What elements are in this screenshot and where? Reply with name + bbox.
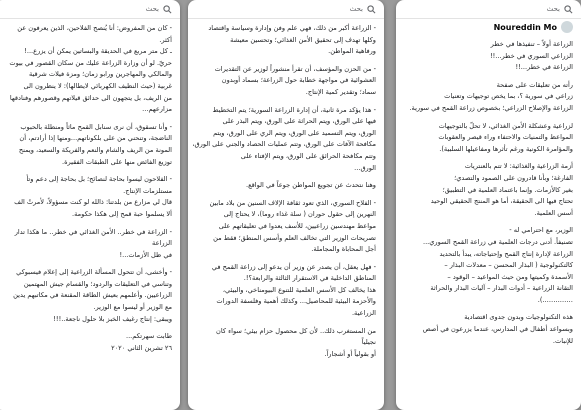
- post-text-line: - فهل يعقل، أن يصدر عن وزير أن يدعو إلى زراعة القمح في: [211, 262, 376, 271]
- post-text-line: العشوائية في مواجهة خطابة حول الزراعة؛ بسماد أوبدون: [221, 76, 376, 85]
- post-text-line: من الريف، بل يتجهون الى حدائق قيلاتهم وقصورهم وفنادقها: [9, 93, 172, 102]
- post-text-line: تحتاج فيها الى الحقيقة، أما هو المنتج الحقيقي الوحيد: [430, 197, 573, 206]
- post-text-line: - الفلاحون ليسوا بحاجة لنصائح؛ بل بحاجة إلى دعم وتأ: [26, 175, 172, 184]
- top-bar: [396, 0, 581, 19]
- post-text-line: الزراعة والإصلاح الزراعي؛ بخصوص زراعة القمح في سورية.: [409, 103, 573, 112]
- post-text-line: للإنبات.: [552, 336, 573, 345]
- post-text: [0, 19, 180, 356]
- post-text-line: …………..).: [537, 295, 573, 304]
- post-text-line: الورق، ويتم التسميد على الورق، ويتم الري على الورق، ويتم: [213, 128, 376, 137]
- post-text-line: مواعظ مهندسين زراعيين، للأسف يعدوا في تعليقاتهم على: [218, 221, 376, 230]
- search-label[interactable]: بحث: [145, 5, 159, 13]
- post-text-line: أسس العلمية.: [534, 208, 573, 217]
- post-author: [396, 19, 581, 35]
- post-text-line: مزارعهم...: [142, 105, 172, 114]
- post-text-line: من المستغرب ذلك.. لأن كل محصول حزام بيئي؛ سواء كان: [216, 326, 376, 335]
- post-text-line: سماد؛ وتقدير كمية الإنتاج.: [305, 87, 376, 96]
- post-text-line: الأسمدة وكميتها ومن حيث المواعيد – الوقود –: [447, 272, 573, 281]
- post-card-middle: [188, 0, 384, 410]
- post-text-line: فيها على الورق، ويتم الحراثة على الورق، ويتم البذر على: [222, 117, 376, 126]
- post-text-line: الوزير، مع احترامي له -: [509, 226, 573, 235]
- post-text-line: - هذا يؤكد مرة ثانية، أن إدارة الزراعة السورية؛ يتم التخطيط: [212, 105, 376, 114]
- post-text-line: ألا يسلموا حبة قمح إلى هكذا حكومة.: [72, 209, 172, 218]
- post-text-line: المناطق الداخلية في الاستقرار الثالثة والرابعة؟!.: [243, 274, 376, 283]
- post-text-line: - الزراعة في خطر.. الأمن الغذائي في خطر.. ما هكذا تدار: [14, 227, 172, 236]
- search-label[interactable]: بحث: [349, 5, 363, 13]
- post-text-line: وتتم مكافحة الحرائق على الورق، ويتم الإفتاء على: [240, 151, 376, 160]
- post-text-line: أزمة الزراعية والغذائية: لا تتم بالعنتريات: [464, 162, 573, 171]
- post-text-line: ورفاهية المواطن.: [328, 47, 376, 56]
- post-text-line: لزراعية وعشكلة الأمن الغذائي، لا تحلّ بالتوجيهات: [438, 121, 573, 130]
- search-icon[interactable]: [367, 5, 376, 14]
- post-text-line: الفارغة؛ وبأنا قادرون على الصمود والتصدي؛: [454, 173, 573, 182]
- post-text-line: الزراعي السوري في خطر...!!: [489, 51, 573, 60]
- post-text-line: - من الحزن والمؤسف، أن تقرأ منشوراً لوزير عن التقديرات: [214, 64, 376, 73]
- post-text-line: ويبقى: إنتاج رغيف الخبز بلا حلول ناجعة..!!!: [53, 314, 172, 323]
- post-text-line: والمؤامرة الكونية ورغم تأثرها ومفاعيلها السلبية).: [439, 144, 573, 153]
- post-text-line: - الفلاح السوري، الذي تعود ثقافة الإلاف السنين من بلاد مابين: [209, 198, 376, 207]
- post-text-line: رأته من تعليقات على صفحة: [496, 80, 573, 89]
- post-text-line: توزيع الفائض منها على الطبقات الفقيرة.: [61, 157, 172, 166]
- post-text-line: قال لي مزارع من بلدتنا: ذالله لو كنت مسؤولاً، لأمرتُ الف: [14, 198, 172, 207]
- post-text-line: المواعظ والتمنيات والاحتفاء وراء قيصر والعقوبات: [438, 133, 573, 142]
- post-text-line: - الزراعة أكبر من ذلك، فهي علم وفن وإدارة وسياسة واقتصاد: [208, 24, 376, 32]
- post-text-line: غربية (حيث النظيف الكهربائي لايطالها): لا ينظرون الى: [23, 81, 172, 90]
- post-text-line: وبسواعد أطفال في المدارس، عندما يزرعون في أصص: [422, 325, 573, 334]
- post-text-line: التقانة الزراعية – أدوات البذار – آليات البذار والحراثة: [430, 284, 573, 293]
- post-text-line: الزراعة أولاً – تنفيذها في خطر: [490, 40, 573, 48]
- post-text-line: هذه التكنولوجيات وبدون جدوى اقتصادية: [464, 313, 573, 322]
- post-text-line: تصريحات الوزير التي تخالف العلم وأسس المنطق؛ فقط من: [213, 233, 376, 242]
- post-text-line: طابت سهرتكم...: [125, 332, 172, 341]
- post-text-line: أو بقولياً أو أشجاراً.: [324, 349, 376, 358]
- post-text-line: مستلزمات الإنتاج.: [123, 186, 172, 195]
- avatar[interactable]: [561, 21, 573, 33]
- post-text-line: وتناسي في التعليقات والردود؛ والقسام جيش المهتمين: [23, 279, 172, 288]
- search-icon[interactable]: [564, 5, 573, 14]
- post-text-line: الزراعة: [152, 239, 172, 248]
- post-text-line: والأحزمة البيئية للمحاصيل... وكذلك أهمية وفلسفة الدورات: [216, 297, 376, 306]
- post-text-line: تصنيفاً. أدنى درجات العلمية في زراعة القمح السوري...: [422, 237, 573, 246]
- post-text: [188, 19, 384, 362]
- post-text-line: نجيلياً: [361, 338, 376, 347]
- post-text-line: وهنا نتحدث عن تجويع المواطن جوعاً في الواقع.: [246, 181, 376, 190]
- post-text-line: - وأنا تسقوق، أن نرى سنابل القمح ماثاً ومنطلة بالحبوب: [20, 122, 172, 131]
- post-text-line: مع الوزير أو ليسوا مع الوزير.: [93, 303, 172, 312]
- post-text-line: هذا يخالف كل الأسس العلمية للتنوع البيومناخي، والبيئي،: [222, 285, 376, 294]
- post-text-line: مكافحة الآفات على الورق، وتتم عمليات الحصاد والجني على الورق،: [192, 140, 376, 149]
- post-text-line: الناضجة، وتنحني من على بلكوناتهم...ومنها إذا أرادتم، أن: [19, 134, 172, 143]
- search-icon[interactable]: [163, 5, 172, 14]
- post-text-line: الزراعة في خطر...!!: [515, 63, 573, 72]
- post-card-left: [0, 0, 180, 410]
- post-card-right: [396, 0, 581, 410]
- post-text-line: - وأخشى، أن تتحول المسألة الزراعية إلى إعلام فيسبوكي: [16, 268, 172, 277]
- post-text-line: الزراعية.: [351, 309, 376, 318]
- post-text-line: ـ كل متر مربع في الحديقة والبساتين يمكن أن يزرع...!: [24, 47, 172, 56]
- post-text-line: الزراعة لإدارة إنتاج القمح وإحتياجاته، يبدأ بالتحديد: [439, 249, 573, 258]
- top-bar: [0, 0, 180, 19]
- post-text-line: الورق...: [354, 163, 376, 172]
- post-text-line: - كان من المفروض: أنا يُنصح الفلاحين، الذين يعرفون عن: [17, 24, 172, 32]
- post-text-line: أجل المحاباة والمجاملة.: [311, 245, 376, 254]
- post-text-line: الزراعيين. وأعلمهم بعيش الطاقة المقنعة في مكاتبهم يدين: [13, 291, 172, 300]
- post-text-line: في ظل الأزمات...!: [119, 250, 172, 259]
- post-text-line: بغير كالأزمات. وإنما باعتماد العلمية في التطبيق؛: [442, 185, 573, 194]
- post-text-line: وكلها تهدف إلى تحقيق الأمن الغذائي؛ وتحسين معيشة: [230, 35, 376, 44]
- author-name[interactable]: Noureddin Mo: [493, 22, 557, 32]
- top-bar: [188, 0, 384, 19]
- post-text-line: كالتكنولوجية ( البذار المحسن – معدلات البذار –: [444, 261, 573, 270]
- post-text-line: والمالكي والمهاجرين ورابو زمان؛ ومزة فيلات شرقية: [28, 70, 172, 79]
- search-label[interactable]: بحث: [546, 5, 560, 13]
- post-text-line: ٢٦ تشرين الثاني ٢٠٢٠: [111, 343, 172, 352]
- post-text-line: حريّ. لو أن وزارة الزراعة عليك من سكان القصور في بيوت: [9, 58, 172, 67]
- post-text: [396, 35, 581, 349]
- post-text-line: زراعي في سورية ؟، بما يخص توجيهات وتعنيات: [444, 92, 573, 101]
- post-text-line: أكثر.: [159, 35, 172, 44]
- post-text-line: النهرين إلى حقول حوران ( سلة غذاء روما)، لا يحتاج إلى: [223, 210, 376, 219]
- post-text-line: المونة من الريف والشام والنعم والفريكة والسعيد، ويمنح: [18, 145, 172, 154]
